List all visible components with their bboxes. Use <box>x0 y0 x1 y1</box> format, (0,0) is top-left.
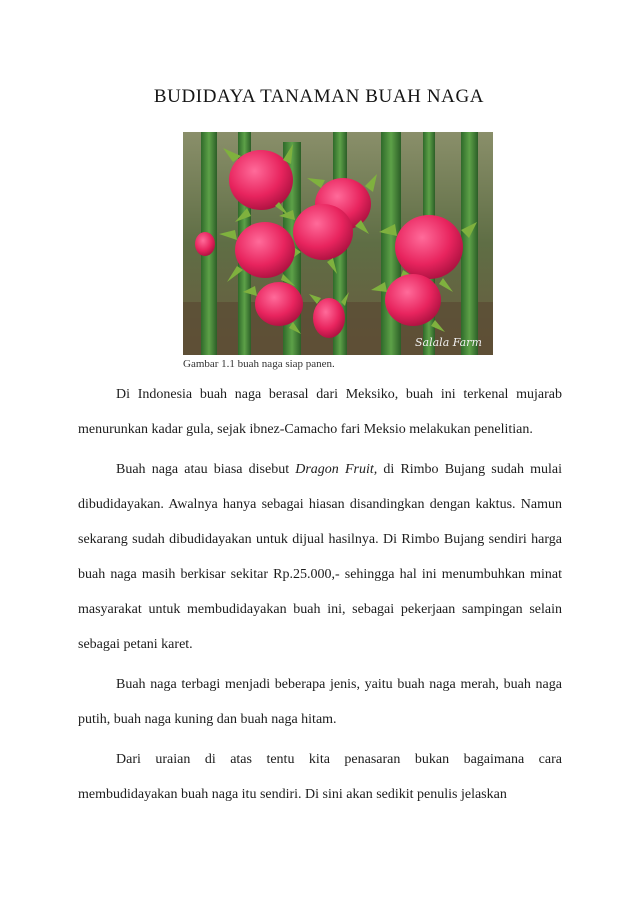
document-title: BUDIDAYA TANAMAN BUAH NAGA <box>153 86 485 107</box>
dragon-fruit-illustration <box>183 132 493 355</box>
paragraph-2-after: di Rimbo Bujang sudah mulai dibudidayakan. Awalnya hanya sebagai hiasan disandingkan dengan kaktus. Namun sekarang sudah dibudidayakan untuk dijual hasilnya. Di Rimbo Bujang sendiri harga buah naga masih berkisar sekitar Rp.25.000,- sehingga hal ini menumbuhkan minat masyarakat untuk membudidayakan buah ini, sebagai pekerjaan sampingan selain sebagai petani karet. <box>78 462 562 652</box>
paragraph-1: Di Indonesia buah naga berasal dari Meksiko, buah ini terkenal mujarab menurunkan kadar gula, sejak ibnez-Camacho fari Meksio melakukan penelitian. <box>78 387 562 437</box>
figure-caption: Gambar 1.1 buah naga siap panen. <box>183 358 335 370</box>
paragraph-4: Dari uraian di atas tentu kita penasaran bukan bagaimana cara membudidayakan buah naga itu sendiri. Di sini akan sedikit penulis jelaskan <box>78 752 562 802</box>
paragraph-2-italic: Dragon Fruit, <box>295 462 378 477</box>
paragraph-2 <box>78 452 562 662</box>
dragon-fruit-photo <box>183 132 493 355</box>
body-text <box>78 377 562 817</box>
paragraph-3: Buah naga terbagi menjadi beberapa jenis, yaitu buah naga merah, buah naga putih, buah naga kuning dan buah naga hitam. <box>78 677 562 727</box>
photo-watermark: Salala Farm <box>415 336 482 349</box>
paragraph-2-before: Buah naga atau biasa disebut <box>116 462 296 477</box>
